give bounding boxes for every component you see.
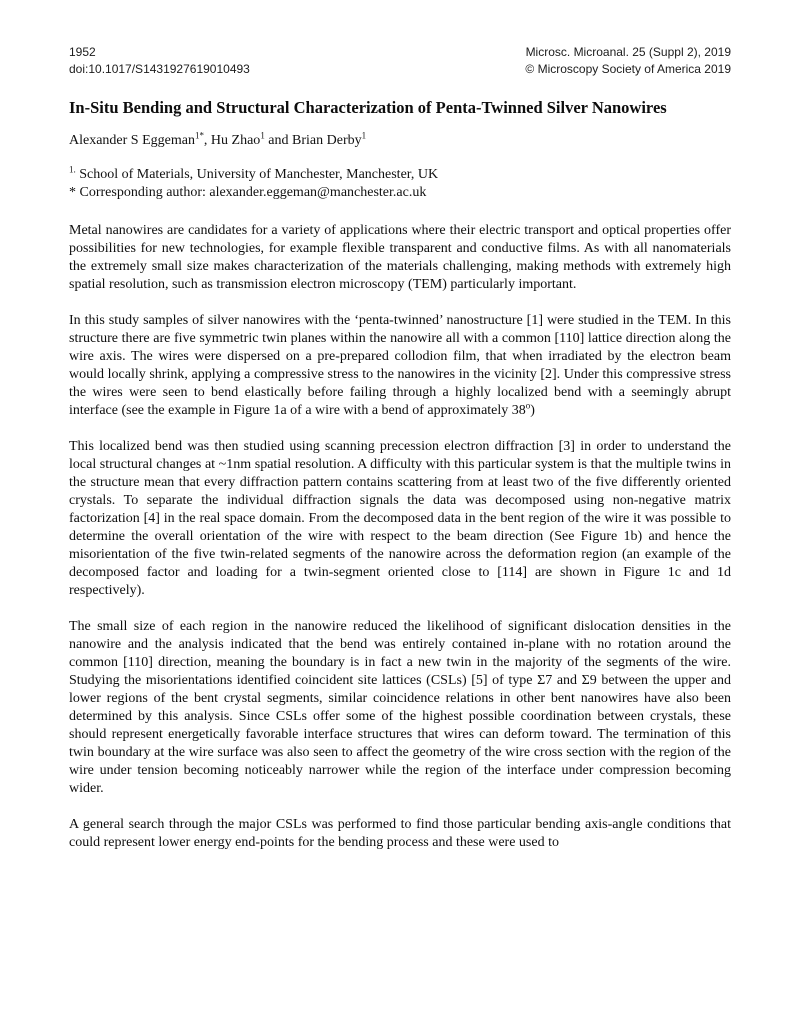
header-left: [69, 44, 250, 78]
abstract-paragraph-4: The small size of each region in the nanowire reduced the likelihood of significant dislocation densities in the nanowire and the analysis indicated that the bend was entirely contained in-plane with no rotation around the common [110] direction, meaning the boundary is in fact a new twin in the majority of the segments of the wire. Studying the misorientations identified coincident site lattices (CSLs) [5] of type Σ7 and Σ9 between the upper and lower regions of the bent crystal segments, similar coincidence relations in other bent nanowires have also been determined by this analysis. Since CSLs offer some of the highest possible coordination between crystals, these should represent energetically favorable interface structures that wires can deform toward. The termination of this twin boundary at the wire surface was also seen to affect the geometry of the wire cross section with the region of the wire under tension becoming noticeably narrower while the region of the interface under compression becoming wider.: [69, 619, 731, 796]
abstract-paragraph-5: A general search through the major CSLs was performed to find those particular bending axis-angle conditions that could represent lower energy end-points for the bending process and these were used to: [69, 817, 731, 850]
corresponding-author-line: * Corresponding author: alexander.eggeman@manchester.ac.uk: [69, 185, 427, 200]
author-superscript-1: 1*: [194, 130, 204, 141]
affiliation-text: School of Materials, University of Manchester, Manchester, UK: [75, 167, 439, 182]
author-name-3: Brian Derby: [292, 133, 362, 148]
affiliation-line: [69, 166, 731, 184]
affiliation-block: [69, 166, 731, 202]
paper-title: In-Situ Bending and Structural Characterization of Penta-Twinned Silver Nanowires: [69, 98, 667, 117]
copyright-notice: © Microscopy Society of America 2019: [525, 62, 731, 76]
author-separator-1: ,: [203, 133, 211, 148]
abstract-paragraph-2: [69, 312, 731, 420]
paragraph-2-closing: ): [530, 403, 535, 418]
degree-superscript: o: [525, 400, 531, 411]
author-superscript-3: 1: [361, 130, 367, 141]
affiliation-superscript: 1.: [69, 164, 76, 175]
author-name-2: Hu Zhao: [210, 133, 261, 148]
page-header: [69, 44, 731, 78]
author-name-1: Alexander S Eggeman: [69, 133, 195, 148]
abstract-paragraph-1: Metal nanowires are candidates for a variety of applications where their electric transport and optical properties offer possibilities for new technologies, for example flexible transparent and conductive films. As with all nanomaterials the extremely small size makes characterization of the materials challenging, making methods with extremely high spatial resolution, such as transmission electron microscopy (TEM) particularly important.: [69, 223, 731, 292]
authors-line: [69, 132, 731, 150]
author-superscript-2: 1: [260, 130, 265, 141]
paragraph-2-text: In this study samples of silver nanowires with the ‘penta-twinned’ nanostructure [1] were studied in the TEM. In this structure there are five symmetric twin planes within the nanowire all with a common [110] lattice direction along the wire axis. The wires were dispersed on a pre-prepared collodion film, that when irradiated by the electron beam would locally shrink, applying a compressive stress to the nanowires in the vicinity [2]. Under this compressive stress the wires were seen to bend elastically before failing through a highly localized bend with a seemingly abrupt interface (see the example in Figure 1a of a wire with a bend of approximately 38: [69, 313, 731, 418]
header-right: [525, 44, 731, 78]
page-number: 1952: [69, 45, 96, 59]
doi: doi:10.1017/S1431927619010493: [69, 62, 250, 76]
journal-reference: Microsc. Microanal. 25 (Suppl 2), 2019: [525, 45, 731, 59]
abstract-paragraph-3: This localized bend was then studied using scanning precession electron diffraction [3] in order to understand the local structural changes at ~1nm spatial resolution. A difficulty with this particular system is that the multiple twins in the structure mean that every diffraction pattern contains scattering from at least two of the five differently oriented crystals. To separate the individual diffraction signals the data was decomposed using non-negative matrix factorization [4] in the real space domain. From the decomposed data in the bent region of the wire it was possible to determine the overall orientation of the wire with respect to the beam direction (See Figure 1b) and hence the misorientation of the five twin-related segments of the nanowire across the deformation region (an example of the decomposed factor and loading for a twin-segment oriented close to [114] are shown in Figure 1c and 1d respectively).: [69, 439, 731, 598]
author-separator-2: and: [264, 133, 293, 148]
abstract-body: [69, 222, 731, 852]
